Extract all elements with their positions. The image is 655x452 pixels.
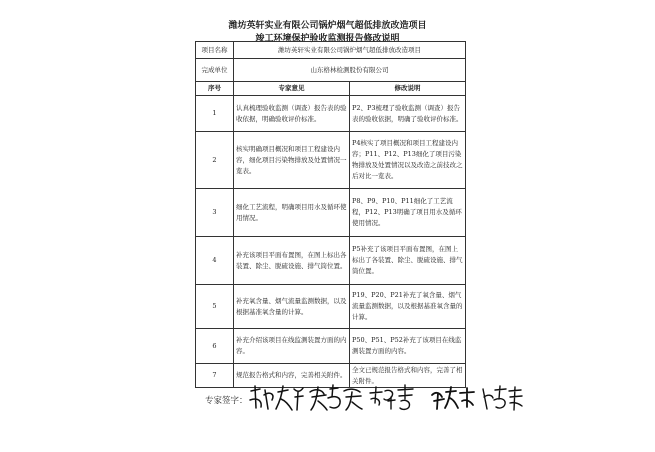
title-line-2: 竣工环境保护验收监测报告修改说明 — [255, 34, 400, 44]
header-row — [196, 82, 466, 96]
expert-opinion: 补充氧含量、烟气流量监测数据，以及根据基准氧含量的计算。 — [234, 285, 350, 329]
row-number: 5 — [196, 285, 234, 329]
table-row — [196, 329, 466, 364]
header-revision: 修改说明 — [350, 82, 466, 96]
signature-4 — [430, 383, 476, 413]
unit-row — [196, 59, 466, 82]
table-row — [196, 285, 466, 329]
revision-note: P19、P20、P21补充了氧含量、烟气流量监测数据，以及根据基准氧含量的计算。 — [350, 285, 466, 329]
expert-opinion: 补充该项目平面布置图，在图上标出各装置、除尘、脱硫设施、排气筒位置。 — [234, 237, 350, 285]
row-number: 6 — [196, 329, 234, 364]
header-no: 序号 — [196, 82, 234, 96]
signature-3 — [368, 383, 416, 413]
expert-opinion: 核实明确项目概况和项目工程建设内容，细化项目污染物排放及处置情况一览表。 — [234, 132, 350, 189]
signature-5 — [481, 383, 525, 413]
revision-note: P5补充了该项目平面布置图，在图上标出了各装置、除尘、脱硫设施、排气筒位置。 — [350, 237, 466, 285]
row-number: 3 — [196, 189, 234, 237]
row-number: 4 — [196, 237, 234, 285]
project-label: 项目名称 — [196, 42, 234, 59]
unit-label: 完成单位 — [196, 59, 234, 82]
expert-opinion: 认真梳理验收监测（调查）报告表的验收依据，明确验收评价标准。 — [234, 96, 350, 132]
revision-table — [195, 41, 466, 388]
revision-note: P8、P9、P10、P11细化了工艺流程，P12、P13明确了项目用水及循环使用情况。 — [350, 189, 466, 237]
signature-1 — [248, 383, 306, 413]
project-row — [196, 42, 466, 59]
table-row — [196, 189, 466, 237]
header-opinion: 专家意见 — [234, 82, 350, 96]
row-number: 1 — [196, 96, 234, 132]
expert-opinion: 补充介绍该项目在线监测装置方面的内容。 — [234, 329, 350, 364]
row-number: 7 — [196, 364, 234, 388]
table-row — [196, 132, 466, 189]
signature-label: 专家签字： — [205, 396, 248, 406]
signature-2 — [308, 383, 364, 413]
revision-note: P2、P3梳理了验收监测（调查）报告表的验收依据，明确了验收评价标准。 — [350, 96, 466, 132]
unit-value: 山东格林检测股份有限公司 — [234, 59, 466, 82]
table-row — [196, 96, 466, 132]
revision-note: 全文已规范报告格式和内容，完善了相关附件。 — [350, 364, 466, 388]
expert-opinion: 规范报告格式和内容，完善相关附件。 — [234, 364, 350, 388]
revision-note: P4核实了项目概况和项目工程建设内容；P11、P12、P13细化了项目污染物排放及处置情况以及改造之前技改之后对比一览表。 — [350, 132, 466, 189]
title-line-1: 潍坊英轩实业有限公司锅炉烟气超低排放改造项目 — [228, 21, 427, 31]
table-row — [196, 237, 466, 285]
revision-note: P50、P51、P52补充了该项目在线监测装置方面的内容。 — [350, 329, 466, 364]
expert-opinion: 细化工艺流程，明确项目用水及循环使用情况。 — [234, 189, 350, 237]
row-number: 2 — [196, 132, 234, 189]
project-value: 潍坊英轩实业有限公司锅炉烟气超低排放改造项目 — [234, 42, 466, 59]
